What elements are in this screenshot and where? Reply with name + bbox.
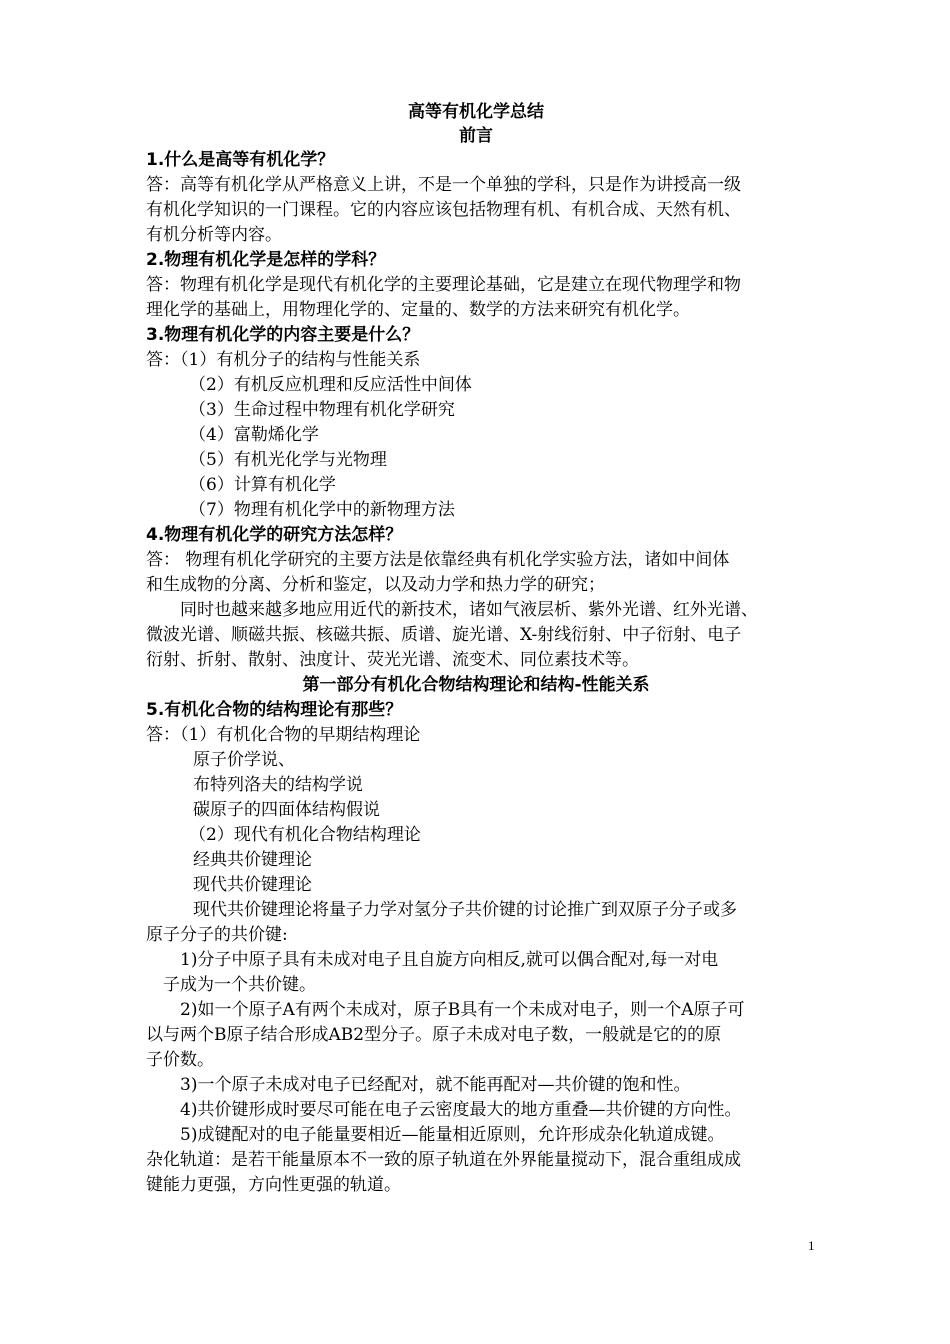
list-item: 原子价学说、: [193, 750, 295, 770]
doc-title: 高等有机化学总结: [408, 102, 544, 122]
list-item: （2）有机反应机理和反应活性中间体: [189, 375, 472, 395]
page-number: 1: [808, 1238, 815, 1253]
question-heading: 2.物理有机化学是怎样的学科？: [146, 250, 386, 270]
list-item: （6）计算有机化学: [189, 475, 336, 495]
text-line: 子价数。: [146, 1050, 214, 1070]
text-line: 衍射、折射、散射、浊度计、荧光光谱、流变术、同位素技术等。: [146, 650, 639, 670]
text-line: 1)分子中原子具有未成对电子且自旋方向相反,就可以偶合配对,每一对电: [180, 950, 719, 970]
list-item: 经典共价键理论: [193, 850, 312, 870]
list-item: （4）富勒烯化学: [189, 425, 319, 445]
preface-heading: 前言: [459, 126, 493, 146]
question-heading: 1.什么是高等有机化学？: [146, 150, 335, 170]
list-item: （3）生命过程中物理有机化学研究: [189, 400, 455, 420]
text-line: 答：（1）有机分子的结构与性能关系: [146, 350, 421, 370]
list-item: （2）现代有机化合物结构理论: [189, 825, 421, 845]
list-item: （7）物理有机化学中的新物理方法: [189, 500, 455, 520]
text-line: 2)如一个原子A有两个未成对，原子B具有一个未成对电子，则一个A原子可: [180, 1000, 745, 1020]
text-line: 同时也越来越多地应用近代的新技术，诸如气液层析、紫外光谱、红外光谱、: [180, 600, 758, 620]
text-line: 答：物理有机化学是现代有机化学的主要理论基础，它是建立在现代物理学和物: [146, 275, 741, 295]
text-line: 理化学的基础上，用物理化学的、定量的、数学的方法来研究有机化学。: [146, 300, 690, 320]
text-line: 答：（1）有机化合物的早期结构理论: [146, 725, 421, 745]
text-line: 子成为一个共价键。: [163, 975, 316, 995]
question-heading: 4.物理有机化学的研究方法怎样？: [146, 525, 403, 545]
text-line: 4)共价键形成时要尽可能在电子云密度最大的地方重叠—共价键的方向性。: [180, 1100, 742, 1120]
text-line: 原子分子的共价键:: [146, 925, 288, 945]
question-heading: 5.有机化合物的结构理论有那些？: [146, 700, 403, 720]
question-heading: 3.物理有机化学的内容主要是什么？: [146, 325, 420, 345]
text-line: 微波光谱、顺磁共振、核磁共振、质谱、旋光谱、X-射线衍射、中子衍射、电子: [146, 625, 742, 645]
text-line: 3)一个原子未成对电子已经配对，就不能再配对—共价键的饱和性。: [180, 1075, 691, 1095]
text-line: 有机化学知识的一门课程。它的内容应该包括物理有机、有机合成、天然有机、: [146, 200, 741, 220]
text-line: 5)成键配对的电子能量要相近—能量相近原则，允许形成杂化轨道成键。: [180, 1125, 725, 1145]
text-line: 答：高等有机化学从严格意义上讲，不是一个单独的学科，只是作为讲授高一级: [146, 175, 741, 195]
list-item: 现代共价键理论: [193, 875, 312, 895]
text-line: 键能力更强，方向性更强的轨道。: [146, 1175, 401, 1195]
list-item: （5）有机光化学与光物理: [189, 450, 387, 470]
list-item: 布特列洛夫的结构学说: [193, 775, 363, 795]
list-item: 碳原子的四面体结构假说: [193, 800, 380, 820]
text-line: 答： 物理有机化学研究的主要方法是依靠经典有机化学实验方法，诸如中间体: [146, 550, 730, 570]
text-line: 现代共价键理论将量子力学对氢分子共价键的讨论推广到双原子分子或多: [193, 900, 737, 920]
text-line: 以与两个B原子结合形成AB2型分子。原子未成对电子数，一般就是它的的原: [146, 1025, 722, 1045]
text-line: 有机分析等内容。: [146, 225, 282, 245]
section-heading: 第一部分有机化合物结构理论和结构-性能关系: [302, 675, 650, 695]
text-line: 和生成物的分离、分析和鉴定，以及动力学和热力学的研究；: [146, 575, 605, 595]
text-line: 杂化轨道：是若干能量原本不一致的原子轨道在外界能量搅动下，混合重组成成: [146, 1150, 741, 1170]
